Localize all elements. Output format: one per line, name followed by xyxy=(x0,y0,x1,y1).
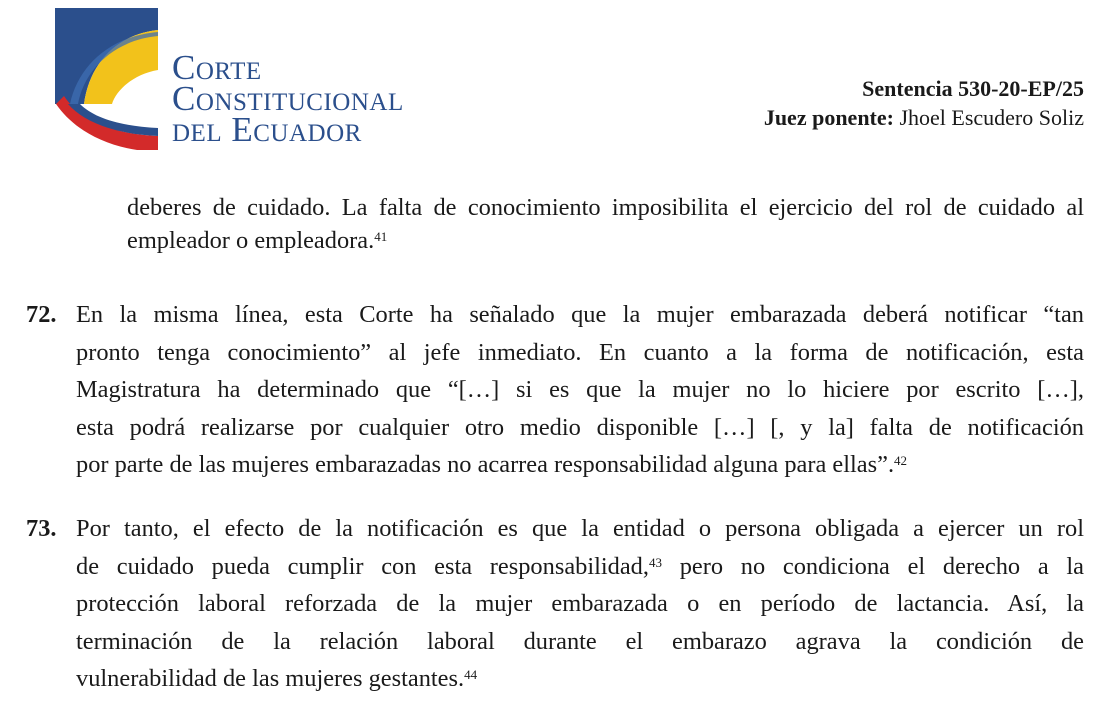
text-line: pronto tenga conocimiento” al jefe inmediato. En cuanto a la forma de notificación, esta xyxy=(76,338,1084,366)
paragraph-72 xyxy=(76,296,1084,484)
text-line: En la misma línea, esta Corte ha señalado que la mujer embarazada deberá notificar “tan xyxy=(76,301,1084,328)
text-line: Por tanto, el efecto de la notificación es que la entidad o persona obligada a ejercer un rol xyxy=(76,515,1084,542)
juez-name: Jhoel Escudero Soliz xyxy=(899,105,1084,130)
document-header xyxy=(764,74,1084,132)
text-fragment: por parte de las mujeres embarazadas no acarrea responsabilidad alguna para ellas”. xyxy=(76,451,895,478)
footnote-ref[interactable]: 43 xyxy=(648,554,662,570)
text-fragment: vulnerabilidad de las mujeres gestantes. xyxy=(76,665,465,692)
text-line: protección laboral reforzada de la mujer embarazada o en período de lactancia. Así, la xyxy=(76,590,1084,617)
court-emblem-icon xyxy=(50,0,180,150)
juez-ponente xyxy=(764,103,1084,132)
court-logo xyxy=(50,0,450,160)
text-fragment: empleador o empleadora. xyxy=(127,227,375,254)
juez-label: Juez ponente: xyxy=(763,105,894,130)
sentencia-number: Sentencia 530-20-EP/25 xyxy=(862,76,1084,101)
logo-line-ecuador: del Ecuador xyxy=(172,110,362,149)
text-line: terminación de la relación laboral durante el embarazo agrava la condición de xyxy=(76,627,1084,655)
text-fragment: pero no condiciona el derecho a la xyxy=(661,552,1084,580)
footnote-ref[interactable]: 42 xyxy=(894,453,908,468)
paragraph-number-72: 72. xyxy=(26,301,57,328)
text-line xyxy=(76,660,1084,698)
paragraph-number-73: 73. xyxy=(26,515,57,542)
text-line xyxy=(76,446,1084,484)
court-logo-text xyxy=(172,48,404,149)
logo-line-constitucional: Constitucional xyxy=(172,79,404,118)
text-line: Magistratura ha determinado que “[…] si es que la mujer no lo hiciere por escrito […], xyxy=(76,376,1084,403)
footnote-ref[interactable]: 44 xyxy=(464,667,478,682)
footnote-ref[interactable]: 41 xyxy=(374,229,388,244)
paragraph-continuation xyxy=(127,191,1084,257)
text-fragment: de cuidado pueda cumplir con esta responsabilidad, xyxy=(76,552,649,580)
paragraph-73 xyxy=(76,510,1084,698)
text-line xyxy=(127,224,1084,257)
text-line xyxy=(76,548,1084,586)
text-line: deberes de cuidado. La falta de conocimiento imposibilita el ejercicio del rol de cuidado al xyxy=(127,194,1084,221)
text-line: esta podrá realizarse por cualquier otro medio disponible […] [, y la] falta de notificación xyxy=(76,413,1084,441)
logo-line-corte: Corte xyxy=(172,48,262,87)
